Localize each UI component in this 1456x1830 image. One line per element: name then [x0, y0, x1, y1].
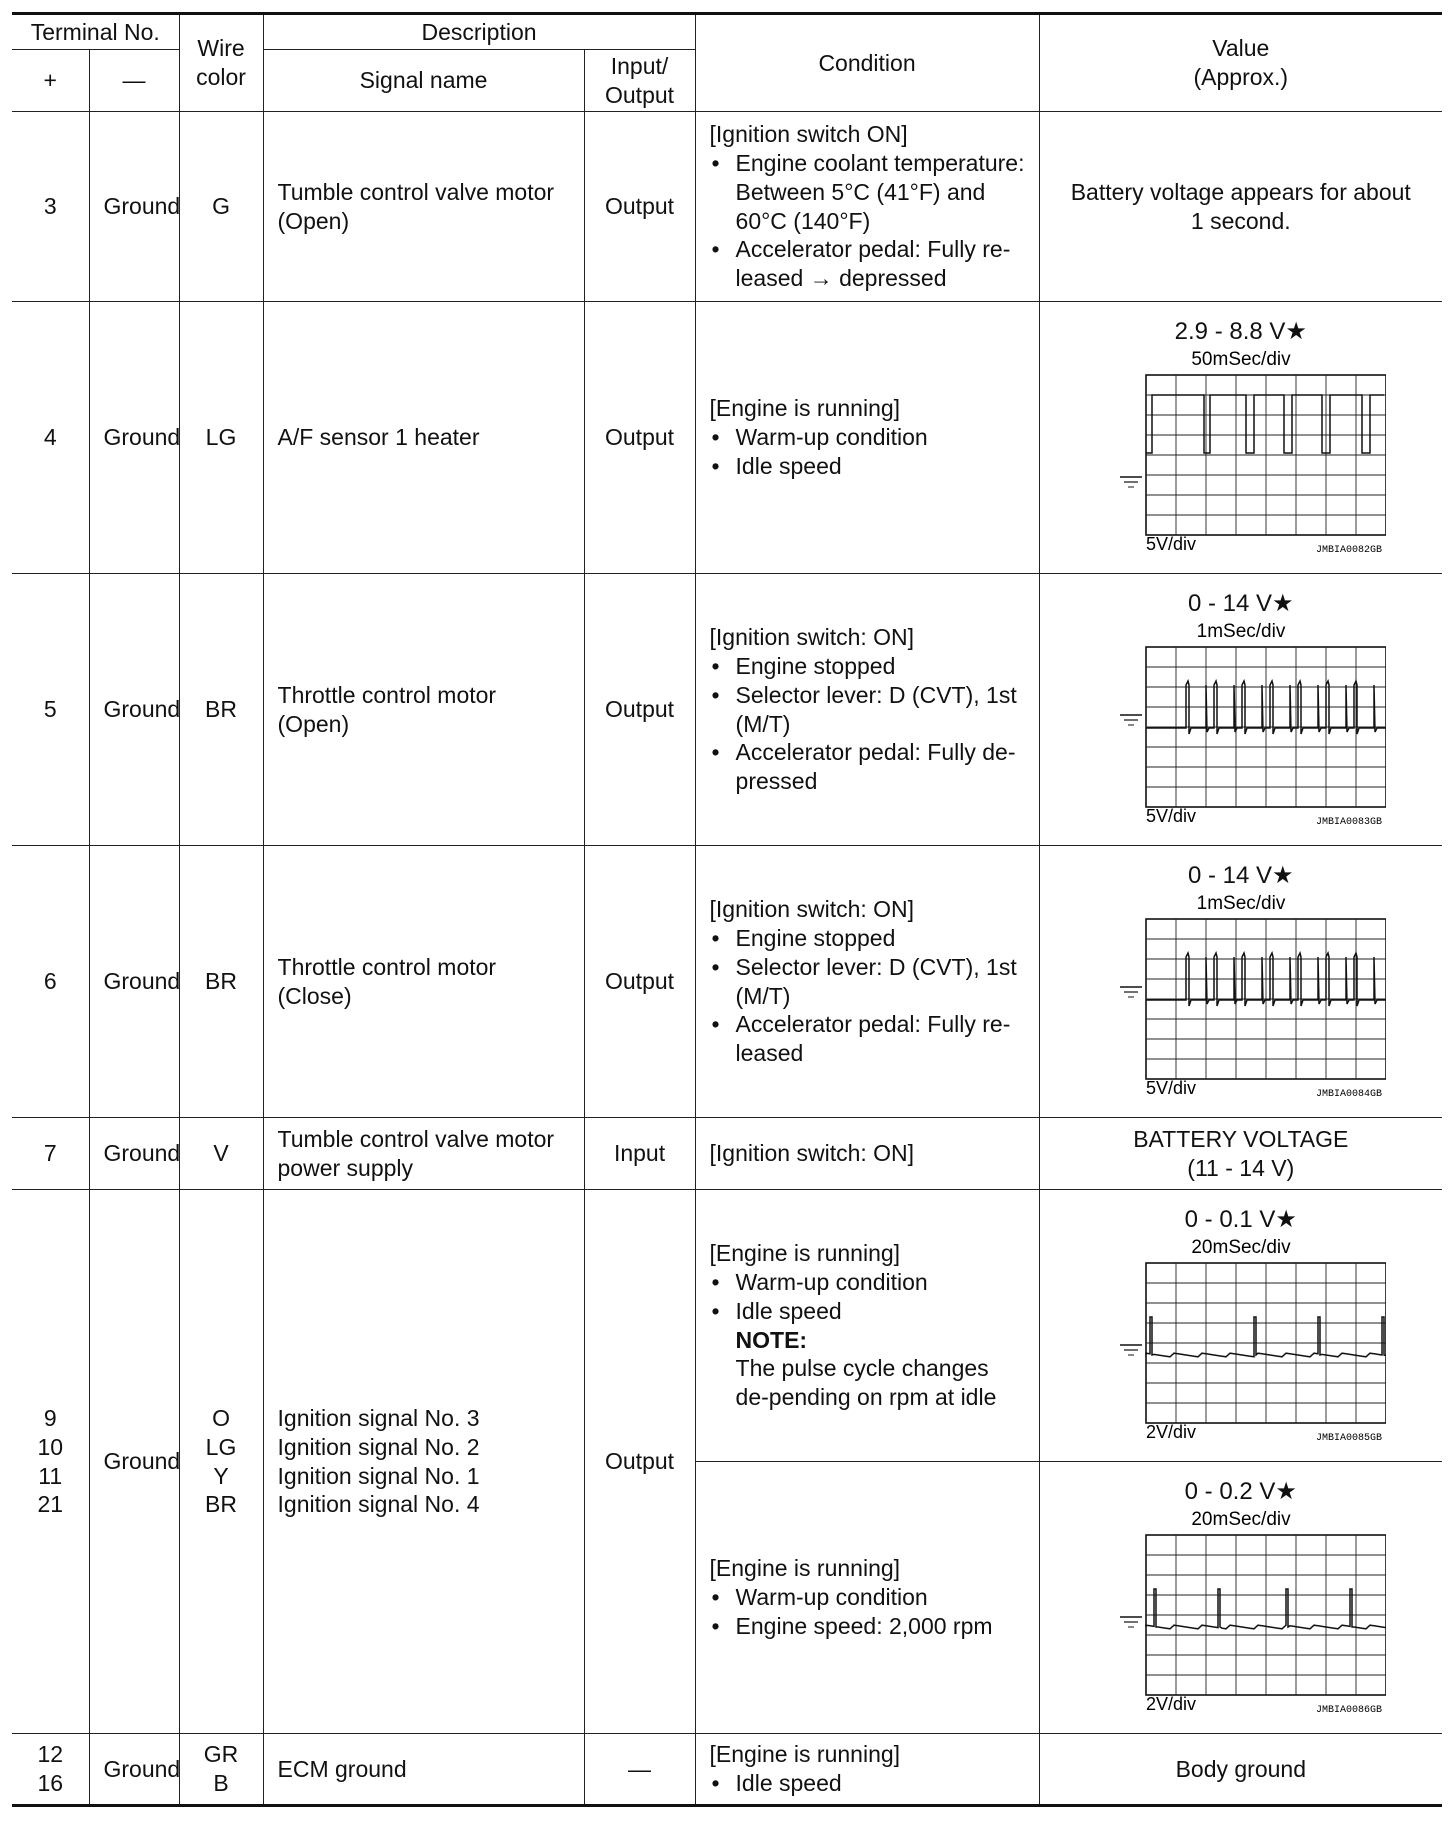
header-value: Value (Approx.)	[1039, 14, 1442, 112]
ground-icon	[1120, 477, 1142, 487]
condition-list	[710, 924, 1025, 1068]
condition-item: • Warm-up condition	[710, 423, 1025, 452]
terminal-plus: 12 16	[12, 1734, 89, 1806]
terminal-minus: Ground	[89, 112, 179, 302]
value: Battery voltage appears for about 1 second.	[1039, 112, 1442, 302]
oscilloscope-waveform	[1096, 893, 1386, 1103]
condition-heading: [Engine is running]	[709, 1240, 901, 1267]
volt-division-label: 5V/div	[1145, 533, 1196, 554]
condition-item: • Accelerator pedal: Fully re-leased → depressed	[710, 235, 1025, 293]
value-range: 2.9 - 8.8 V★	[1174, 317, 1307, 345]
condition-heading: [Engine is running]	[709, 395, 901, 422]
condition	[695, 112, 1039, 302]
time-division-label: 1mSec/div	[1196, 892, 1286, 914]
value-range: 0 - 14 V★	[1188, 589, 1294, 617]
condition-item: • Selector lever: D (CVT), 1st (M/T)	[710, 681, 1025, 739]
wire-color: LG	[179, 302, 263, 574]
wire-color: BR	[179, 846, 263, 1118]
time-division-label: 20mSec/div	[1191, 1236, 1291, 1258]
terminal-plus: 5	[12, 574, 89, 846]
terminal-minus: Ground	[89, 1190, 179, 1734]
input-output: Output	[584, 846, 695, 1118]
header-condition: Condition	[695, 14, 1039, 112]
ecm-terminal-table	[12, 12, 1442, 1807]
oscilloscope-waveform	[1096, 1237, 1386, 1447]
value	[1039, 574, 1442, 846]
scope-grid	[1146, 375, 1386, 535]
signal-name: Tumble control valve motor (Open)	[263, 112, 584, 302]
condition-item: • Selector lever: D (CVT), 1st (M/T)	[710, 953, 1025, 1011]
condition-heading: [Engine is running]	[709, 1555, 901, 1582]
scope-trace	[1146, 395, 1384, 453]
value-range: 0 - 0.1 V★	[1184, 1205, 1297, 1233]
condition-list	[710, 149, 1025, 293]
condition	[695, 302, 1039, 574]
condition-heading: [Ignition switch: ON]	[709, 896, 915, 923]
figure-code: JMBIA0082GB	[1315, 544, 1382, 556]
value: BATTERY VOLTAGE (11 - 14 V)	[1039, 1118, 1442, 1190]
condition: [Ignition switch: ON]	[695, 1118, 1039, 1190]
wire-color: GR B	[179, 1734, 263, 1806]
terminal-minus: Ground	[89, 302, 179, 574]
condition-item: • Idle speed	[710, 452, 1025, 481]
condition-item: • Idle speed	[710, 1769, 1025, 1798]
oscilloscope-waveform	[1096, 349, 1386, 559]
scope-grid	[1146, 1263, 1386, 1423]
oscilloscope-waveform	[1096, 621, 1386, 831]
terminal-plus: 4	[12, 302, 89, 574]
signal-name: Throttle control motor (Open)	[263, 574, 584, 846]
condition-item: • Idle speed	[710, 1297, 1025, 1326]
input-output: Output	[584, 1190, 695, 1734]
value	[1039, 846, 1442, 1118]
condition-item: • Accelerator pedal: Fully re-leased	[710, 1010, 1025, 1068]
input-output: Output	[584, 574, 695, 846]
note-title: NOTE:	[735, 1326, 808, 1353]
table-row	[12, 1118, 1442, 1190]
condition-item: • Engine speed: 2,000 rpm	[710, 1612, 1025, 1641]
ground-icon	[1120, 1345, 1142, 1355]
terminal-plus: 3	[12, 112, 89, 302]
time-division-label: 20mSec/div	[1191, 1508, 1291, 1530]
input-output: Output	[584, 112, 695, 302]
table-row	[12, 302, 1442, 574]
terminal-plus: 9 10 11 21	[12, 1190, 89, 1734]
ecm-terminal-table-sheet	[12, 12, 1442, 1807]
condition-item: • Accelerator pedal: Fully de-pressed	[710, 738, 1025, 796]
value	[1039, 302, 1442, 574]
condition-item: • Engine stopped	[710, 652, 1025, 681]
figure-code: JMBIA0085GB	[1315, 1432, 1382, 1444]
terminal-plus: 6	[12, 846, 89, 1118]
waveform-trace	[1146, 395, 1384, 453]
signal-name: Tumble control valve motor power supply	[263, 1118, 584, 1190]
signal-name: Ignition signal No. 3 Ignition signal No. 2 Ignition signal No. 1 Ignition signal No. 4	[263, 1190, 584, 1734]
ground-icon	[1120, 1617, 1142, 1627]
volt-division-label: 2V/div	[1145, 1421, 1196, 1442]
value	[1039, 1462, 1442, 1734]
volt-division-label: 5V/div	[1145, 1077, 1196, 1098]
condition-item: • Warm-up condition	[710, 1583, 1025, 1612]
ground-icon	[1120, 715, 1142, 725]
condition	[695, 846, 1039, 1118]
header-minus: —	[89, 50, 179, 112]
table-row	[12, 846, 1442, 1118]
input-output: —	[584, 1734, 695, 1806]
time-division-label: 1mSec/div	[1196, 620, 1286, 642]
value: Body ground	[1039, 1734, 1442, 1806]
scope-grid	[1146, 647, 1386, 807]
condition-list	[710, 1583, 1025, 1641]
header-signal-name: Signal name	[263, 50, 584, 112]
condition	[695, 1734, 1039, 1806]
condition-heading: [Ignition switch: ON]	[709, 624, 915, 651]
wire-color: O LG Y BR	[179, 1190, 263, 1734]
value	[1039, 1190, 1442, 1462]
terminal-plus: 7	[12, 1118, 89, 1190]
terminal-minus: Ground	[89, 1118, 179, 1190]
table-row	[12, 574, 1442, 846]
oscilloscope-waveform	[1096, 1509, 1386, 1719]
condition-list	[710, 1268, 1025, 1326]
figure-code: JMBIA0086GB	[1315, 1704, 1382, 1716]
wire-color: V	[179, 1118, 263, 1190]
value-range: 0 - 14 V★	[1188, 861, 1294, 889]
table-row	[12, 112, 1442, 302]
note-body: The pulse cycle changes de-pending on rpm at idle	[735, 1355, 997, 1410]
table-row	[12, 1734, 1442, 1806]
header-input-output: Input/ Output	[584, 50, 695, 112]
volt-division-label: 5V/div	[1145, 805, 1196, 826]
header-plus: +	[12, 50, 89, 112]
ground-icon	[1120, 987, 1142, 997]
header-description: Description	[263, 14, 695, 50]
input-output: Output	[584, 302, 695, 574]
terminal-minus: Ground	[89, 1734, 179, 1806]
signal-name: Throttle control motor (Close)	[263, 846, 584, 1118]
value-range: 0 - 0.2 V★	[1184, 1477, 1297, 1505]
terminal-minus: Ground	[89, 846, 179, 1118]
condition-item: • Engine stopped	[710, 924, 1025, 953]
header-wire-color: Wire color	[179, 14, 263, 112]
figure-code: JMBIA0083GB	[1315, 816, 1382, 828]
condition-heading: [Engine is running]	[709, 1741, 901, 1768]
wire-color: G	[179, 112, 263, 302]
signal-name: A/F sensor 1 heater	[263, 302, 584, 574]
condition-list	[710, 1769, 1025, 1798]
figure-code: JMBIA0084GB	[1315, 1088, 1382, 1100]
time-division-label: 50mSec/div	[1191, 348, 1291, 370]
terminal-minus: Ground	[89, 574, 179, 846]
condition-list	[710, 652, 1025, 796]
input-output: Input	[584, 1118, 695, 1190]
signal-name: ECM ground	[263, 1734, 584, 1806]
header-terminal-no: Terminal No.	[12, 14, 179, 50]
condition-item: • Engine coolant temperature: Between 5°C (41°F) and 60°C (140°F)	[710, 149, 1025, 235]
table-row	[12, 1190, 1442, 1462]
scope-grid	[1146, 919, 1386, 1079]
condition-list	[710, 423, 1025, 481]
condition-item: • Warm-up condition	[710, 1268, 1025, 1297]
volt-division-label: 2V/div	[1145, 1693, 1196, 1714]
condition	[695, 1190, 1039, 1462]
condition	[695, 1462, 1039, 1734]
wire-color: BR	[179, 574, 263, 846]
condition-heading: [Ignition switch ON]	[709, 121, 908, 148]
condition	[695, 574, 1039, 846]
